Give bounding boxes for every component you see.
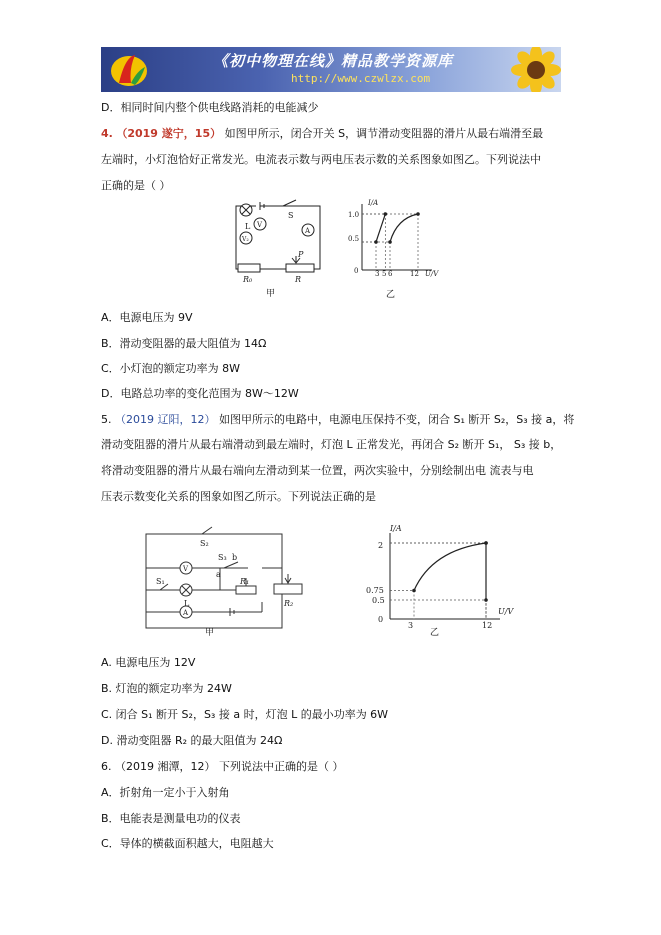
q4-ytick-05: 0.5 <box>348 235 360 243</box>
q6-option-c: C．导体的横截面积越大，电阻越大 <box>101 837 274 850</box>
q5-ytick-2: 2 <box>378 541 384 550</box>
q5-label-b: b <box>232 553 238 562</box>
q5-label-A: A <box>183 609 189 617</box>
q4-ytick-1: 1.0 <box>348 211 360 219</box>
q5-graph <box>350 522 540 640</box>
q4-label-L: L <box>245 222 251 231</box>
q4-label-S: S <box>288 211 294 220</box>
q5-option-a: A. 电源电压为 12V <box>101 656 196 669</box>
q5-option-b: B. 灯泡的额定功率为 24W <box>101 682 232 695</box>
q5-ytick-05: 0.5 <box>372 596 385 605</box>
q6-text-1: 下列说法中正确的是（ ） <box>219 760 344 773</box>
q5-number: 5. <box>101 413 112 426</box>
q5-label-S1: S₁ <box>156 577 165 586</box>
series-line-0 <box>414 543 486 591</box>
q6-option-b: B．电能表是测量电功的仪表 <box>101 812 241 825</box>
q5-text-3: 将滑动变阻器的滑片从最右端向左滑动到某一位置，两次实验中，分别绘制出电 流表与电 <box>101 464 534 477</box>
q4-label-V2: V₂ <box>242 236 249 243</box>
data-point <box>412 589 416 593</box>
q5-label-S3: S₃ <box>218 553 227 562</box>
header-banner <box>101 47 561 92</box>
q5-label-V: V <box>183 565 189 573</box>
q4-label-R: R <box>295 275 302 284</box>
q4-option-a: A．电源电压为 9V <box>101 311 193 324</box>
site-logo-icon <box>109 51 149 88</box>
q4-text-2: 左端时，小灯泡恰好正常发光。电流表示数与两电压表示数的关系图象如图乙。下列说法中 <box>101 153 541 166</box>
q4-graph <box>344 198 444 288</box>
data-point <box>484 598 488 602</box>
q5-xtick-12: 12 <box>482 621 493 630</box>
q5-fig-left-caption: 甲 <box>205 628 215 638</box>
data-point <box>374 240 378 244</box>
q4-option-d: D．电路总功率的变化范围为 8W～12W <box>101 387 299 400</box>
q5-circuit-diagram <box>140 522 320 640</box>
data-point <box>416 212 420 216</box>
q5-label-R2: R₂ <box>284 599 294 608</box>
banner-title: 《初中物理在线》精品教学资源库 <box>213 52 454 70</box>
q4-circuit-diagram <box>228 198 328 298</box>
q5-ytick-0: 0 <box>378 615 384 624</box>
data-point <box>388 240 392 244</box>
q5-label-S2: S₂ <box>200 539 209 548</box>
q4-graph-ylabel: I/A <box>368 199 379 207</box>
q4-source: （2019 遂宁，15） <box>116 127 222 140</box>
banner-url: http://www.czwlzx.com <box>291 72 431 85</box>
data-point <box>484 541 488 545</box>
q5-text-1: 如图甲所示的电路中，电源电压保持不变，闭合 S₁ 断开 S₂，S₃ 接 a，将 <box>219 413 575 426</box>
q5-text-4: 压表示数变化关系的图象如图乙所示。下列说法正确的是 <box>101 490 376 503</box>
q4-label-V1: V <box>257 221 263 229</box>
q4-ytick-0: 0 <box>354 267 359 275</box>
q5-graph-ylabel: I/A <box>390 524 402 533</box>
q4-label-A: A <box>305 227 311 235</box>
q4-line-1 <box>101 127 543 141</box>
q6-source: （2019 湘潭，12） <box>115 760 216 773</box>
q5-xtick-3: 3 <box>408 621 414 630</box>
q4-xtick-12: 12 <box>410 270 419 278</box>
q5-text-2: 滑动变阻器的滑片从最右端滑动到最左端时，灯泡 L 正常发光，再闭合 S₂ 断开 S₁， S₃ 接 b， <box>101 438 562 451</box>
series-line-1 <box>390 214 418 242</box>
q6-option-a: A．折射角一定小于入射角 <box>101 786 230 799</box>
q4-fig-right-caption: 乙 <box>386 290 396 300</box>
q5-line-1 <box>101 413 574 427</box>
q4-number: 4. <box>101 127 113 140</box>
q4-label-R0: R₀ <box>243 275 253 284</box>
data-point <box>384 212 388 216</box>
q5-source: （2019 辽阳，12） <box>115 413 216 426</box>
q5-label-R1: R₁ <box>240 577 250 586</box>
q4-option-c: C．小灯泡的额定功率为 8W <box>101 362 241 375</box>
q4-text-1: 如图甲所示，闭合开关 S，调节滑动变阻器的滑片从最右端滑至最 <box>224 127 544 140</box>
q6-number: 6. <box>101 760 112 773</box>
q5-option-d: D. 滑动变阻器 R₂ 的最大阻值为 24Ω <box>101 734 283 747</box>
q5-ytick-075: 0.75 <box>366 586 384 595</box>
q5-label-a: a <box>216 570 221 579</box>
q4-graph-xlabel: U/V <box>425 270 439 278</box>
q5-label-L: L <box>184 599 190 608</box>
q4-option-b: B．滑动变阻器的最大阻值为 14Ω <box>101 337 267 350</box>
q4-fig-left-caption: 甲 <box>266 289 276 299</box>
q6-line-1 <box>101 760 344 774</box>
q4-xtick-3: 3 <box>375 270 380 278</box>
q5-fig-right-caption: 乙 <box>430 628 440 638</box>
q4-xtick-6: 6 <box>388 270 393 278</box>
q4-xtick-5: 5 <box>382 270 387 278</box>
q5-option-c: C. 闭合 S₁ 断开 S₂，S₃ 接 a 时，灯泡 L 的最小功率为 6W <box>101 708 389 721</box>
q5-graph-xlabel: U/V <box>498 607 514 616</box>
q4-text-3: 正确的是（ ） <box>101 179 171 192</box>
q4-label-P: P <box>298 250 304 259</box>
series-line-0 <box>376 214 385 242</box>
sunflower-icon <box>491 47 561 92</box>
prev-option-d: D．相同时间内整个供电线路消耗的电能减少 <box>101 101 319 114</box>
